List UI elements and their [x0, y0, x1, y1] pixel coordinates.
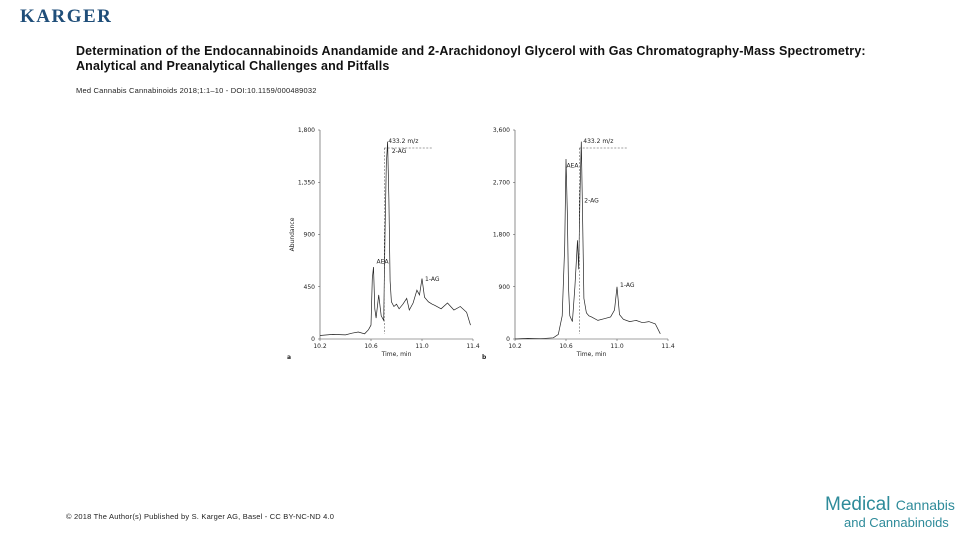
mz-label: 433.2 m/z — [388, 138, 419, 145]
x-tick-label: 10.2 — [313, 343, 327, 350]
y-tick-label: 3,600 — [492, 127, 510, 134]
chromatogram-svg — [283, 122, 683, 384]
panel-label: a — [287, 354, 292, 361]
y-tick-label: 1,800 — [297, 127, 315, 134]
y-tick-label: 2,700 — [492, 179, 510, 187]
y-tick-label: 1,350 — [297, 179, 315, 187]
journal-word-cannabis: Cannabis — [895, 497, 955, 513]
article-title: Determination of the Endocannabinoids Anandamide and 2-Arachidonoyl Glycerol with Gas Chromatography-Mass Spectrometry: Analytical and Preanalytical Challenges and Pitfalls — [76, 44, 866, 73]
peak-label: AEA — [566, 162, 579, 170]
trace-line-a — [320, 142, 471, 336]
x-axis-label: Time, min — [576, 351, 607, 358]
journal-line-2: and Cannabinoids — [844, 515, 949, 530]
journal-logo — [825, 496, 955, 531]
x-tick-label: 11.0 — [415, 343, 429, 350]
x-tick-label: 11.4 — [466, 343, 480, 350]
mz-label: 433.2 m/z — [583, 138, 614, 145]
y-tick-label: 450 — [303, 283, 315, 291]
y-tick-label: 900 — [303, 231, 315, 239]
chromatogram-figure — [283, 122, 683, 384]
peak-label: 1-AG — [620, 281, 635, 289]
article-citation: Med Cannabis Cannabinoids 2018;1:1–10 - DOI:10.1159/000489032 — [76, 86, 317, 95]
x-tick-label: 11.0 — [610, 343, 624, 350]
journal-word-medical: Medical — [825, 494, 891, 515]
y-axis-label: Abundance — [289, 217, 296, 252]
peak-label: 1-AG — [425, 275, 440, 283]
x-tick-label: 10.2 — [508, 343, 522, 350]
panel-label: b — [482, 354, 487, 361]
x-axis-label: Time, min — [381, 351, 412, 358]
peak-label: 2-AG — [391, 148, 407, 156]
y-tick-label: 0 — [311, 336, 315, 343]
peak-label: AEA — [376, 258, 389, 266]
copyright-notice: © 2018 The Author(s) Published by S. Karger AG, Basel - CC BY-NC-ND 4.0 — [66, 512, 335, 521]
y-tick-label: 900 — [498, 283, 510, 291]
publisher-logo: KARGER — [20, 6, 113, 27]
trace-line-b — [515, 142, 660, 339]
x-tick-label: 10.6 — [559, 343, 573, 350]
x-tick-label: 10.6 — [364, 343, 378, 350]
y-tick-label: 0 — [506, 336, 510, 343]
peak-label: 2-AG — [584, 197, 599, 205]
x-tick-label: 11.4 — [661, 343, 675, 350]
y-tick-label: 1,800 — [492, 231, 510, 239]
